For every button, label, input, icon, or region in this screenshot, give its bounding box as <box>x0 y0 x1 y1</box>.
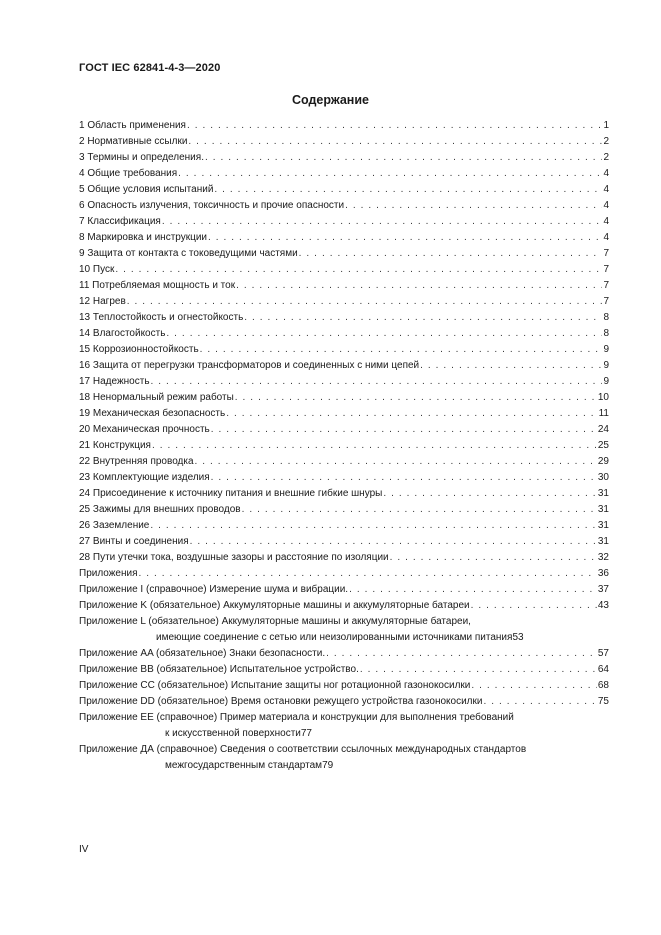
toc-leader-dots <box>150 518 597 534</box>
toc-leader-dots <box>211 470 597 486</box>
toc-entry[interactable] <box>79 566 609 582</box>
toc-leader-dots <box>326 646 597 662</box>
toc-entry-text: Приложение DD (обязательное) Время остановки режущего устройства газонокосилки <box>79 696 483 707</box>
toc-entry-text: 22 Внутренняя проводка <box>79 456 194 467</box>
toc-entry[interactable] <box>79 278 609 294</box>
toc-entry-text: 24 Присоединение к источнику питания и внешние гибкие шнуры <box>79 488 383 499</box>
table-of-contents <box>79 118 609 774</box>
toc-page-number: 37 <box>597 584 609 595</box>
toc-leader-dots <box>345 198 602 214</box>
toc-leader-dots <box>205 150 602 166</box>
page-title: Содержание <box>291 93 369 107</box>
toc-leader-dots <box>115 262 602 278</box>
toc-page-number: 8 <box>603 312 609 323</box>
toc-leader-dots <box>349 582 597 598</box>
toc-entry[interactable] <box>79 374 609 390</box>
toc-page-number: 4 <box>603 232 609 243</box>
toc-page-number: 7 <box>603 296 609 307</box>
toc-leader-dots <box>214 182 602 198</box>
toc-leader-dots <box>208 230 602 246</box>
page-number-footer: IV <box>79 844 89 855</box>
toc-entry-text: 17 Надежность <box>79 376 150 387</box>
toc-page-number: 31 <box>597 520 609 531</box>
toc-leader-dots <box>483 694 596 710</box>
toc-entry-text: 2 Нормативные ссылки <box>79 136 188 147</box>
toc-page-number: 4 <box>603 168 609 179</box>
toc-entry[interactable] <box>79 502 609 518</box>
toc-entry[interactable] <box>79 422 609 438</box>
toc-entry-text: 21 Конструкция <box>79 440 151 451</box>
toc-leader-dots <box>162 214 603 230</box>
toc-page-number: 9 <box>603 376 609 387</box>
toc-entry-text: 10 Пуск <box>79 264 115 275</box>
toc-leader-dots <box>190 534 597 550</box>
toc-entry-text: 18 Ненормальный режим работы <box>79 392 234 403</box>
toc-entry[interactable] <box>79 534 609 550</box>
toc-page-number: 11 <box>598 408 609 419</box>
toc-leader-dots <box>200 342 603 358</box>
toc-page-number: 68 <box>597 680 609 691</box>
toc-leader-dots <box>236 278 602 294</box>
toc-leader-dots <box>471 678 596 694</box>
toc-entry[interactable] <box>79 198 609 214</box>
toc-entry-text: 5 Общие условия испытаний <box>79 184 214 195</box>
toc-entry[interactable] <box>79 550 609 566</box>
toc-entry[interactable] <box>79 326 609 342</box>
toc-entry[interactable] <box>79 598 609 614</box>
toc-page-number: 9 <box>603 344 609 355</box>
toc-entry-annex-l[interactable] <box>79 614 609 646</box>
toc-list <box>79 118 609 614</box>
toc-entry-text: 20 Механическая прочность <box>79 424 210 435</box>
document-header: ГОСТ IEC 62841-4-3—2020 <box>79 62 221 74</box>
toc-entry[interactable] <box>79 294 609 310</box>
toc-page-number: 79 <box>322 760 334 771</box>
toc-entry-text: 16 Защита от перегрузки трансформаторов и соединенных с ними цепей <box>79 360 420 371</box>
toc-leader-dots <box>211 422 597 438</box>
toc-page-number: 53 <box>512 632 524 643</box>
toc-entry-text: Приложение AA (обязательное) Знаки безопасности. <box>79 648 326 659</box>
toc-entry[interactable] <box>79 342 609 358</box>
toc-entry-text: 19 Механическая безопасность <box>79 408 226 419</box>
toc-entry-text: Приложение BB (обязательное) Испытательное устройство. <box>79 664 359 675</box>
toc-leader-dots <box>242 502 597 518</box>
toc-entry[interactable] <box>79 486 609 502</box>
toc-entry[interactable] <box>79 230 609 246</box>
toc-page-number: 75 <box>597 696 609 707</box>
toc-leader-dots <box>226 406 597 422</box>
toc-page-number: 1 <box>603 120 609 131</box>
toc-entry[interactable] <box>79 134 609 150</box>
toc-entry[interactable] <box>79 358 609 374</box>
toc-entry-text: 4 Общие требования <box>79 168 178 179</box>
toc-page-number: 4 <box>603 200 609 211</box>
toc-entry[interactable] <box>79 390 609 406</box>
toc-page-number: 2 <box>603 136 609 147</box>
toc-leader-dots <box>471 598 597 614</box>
toc-page-number: 29 <box>597 456 609 467</box>
toc-leader-dots <box>390 550 597 566</box>
toc-leader-dots <box>299 246 603 262</box>
toc-entry[interactable] <box>79 262 609 278</box>
toc-list-2 <box>79 646 609 710</box>
toc-entry-text: Приложение K (обязательное) Аккумуляторные машины и аккумуляторные батареи <box>79 600 470 611</box>
toc-entry[interactable] <box>79 454 609 470</box>
toc-leader-dots <box>151 374 603 390</box>
toc-leader-dots <box>139 566 597 582</box>
toc-entry-text-continued: к искусственной поверхности <box>165 728 301 739</box>
toc-leader-dots <box>383 486 597 502</box>
toc-entry[interactable] <box>79 694 609 710</box>
toc-entry-text: 15 Коррозионностойкость <box>79 344 199 355</box>
toc-entry-text: 12 Нагрев <box>79 296 126 307</box>
toc-entry[interactable] <box>79 406 609 422</box>
toc-entry-text: Приложение EE (справочное) Пример материала и конструкции для выполнения требований <box>79 712 514 723</box>
toc-entry[interactable] <box>79 646 609 662</box>
toc-page-number: 77 <box>300 728 312 739</box>
toc-entry-text: Приложения <box>79 568 138 579</box>
toc-entry[interactable] <box>79 182 609 198</box>
toc-page-number: 36 <box>597 568 609 579</box>
toc-entry[interactable] <box>79 518 609 534</box>
toc-entry-text: 28 Пути утечки тока, воздушные зазоры и расстояние по изоляции <box>79 552 389 563</box>
toc-page-number: 9 <box>603 360 609 371</box>
toc-entry[interactable] <box>79 310 609 326</box>
toc-page-number: 7 <box>603 280 609 291</box>
toc-entry-text-continued: имеющие соединение с сетью или неизолированными источниками питания <box>156 632 513 643</box>
toc-entry[interactable] <box>79 470 609 486</box>
toc-entry-text: 8 Маркировка и инструкции <box>79 232 208 243</box>
toc-entry-text: Приложение I (справочное) Измерение шума и вибрации. <box>79 584 349 595</box>
toc-page-number: 57 <box>597 648 609 659</box>
toc-leader-dots <box>195 454 597 470</box>
toc-entry-text: 11 Потребляемая мощность и ток <box>79 280 236 291</box>
toc-page-number: 7 <box>603 264 609 275</box>
toc-entry-text: Приложение CC (обязательное) Испытание защиты ног ротационной газонокосилки <box>79 680 471 691</box>
toc-leader-dots <box>244 310 602 326</box>
toc-entry[interactable] <box>79 582 609 598</box>
toc-entry-text: 3 Термины и определения. <box>79 152 204 163</box>
toc-leader-dots <box>152 438 597 454</box>
toc-entry-text: Приложение ДА (справочное) Сведения о соответствии ссылочных международных стандартов <box>79 744 527 755</box>
toc-entry-annex-da[interactable] <box>79 742 609 774</box>
toc-entry-text: 26 Заземление <box>79 520 150 531</box>
toc-page-number: 7 <box>603 248 609 259</box>
toc-leader-dots <box>420 358 602 374</box>
toc-leader-dots <box>166 326 602 342</box>
toc-entry-text: 6 Опасность излучения, токсичность и прочие опасности <box>79 200 345 211</box>
toc-leader-dots <box>127 294 603 310</box>
toc-entry[interactable] <box>79 118 609 134</box>
toc-leader-dots <box>188 134 602 150</box>
toc-leader-dots <box>178 166 602 182</box>
toc-leader-dots <box>235 390 597 406</box>
toc-page-number: 4 <box>603 216 609 227</box>
toc-entry-text: 25 Зажимы для внешних проводов <box>79 504 241 515</box>
toc-entry[interactable] <box>79 150 609 166</box>
toc-leader-dots <box>187 118 602 134</box>
toc-entry-text: 1 Область применения <box>79 120 186 131</box>
toc-entry-text-continued: межгосударственным стандартам <box>165 760 323 771</box>
toc-page-number: 32 <box>597 552 609 563</box>
toc-page-number: 4 <box>603 184 609 195</box>
toc-entry-annex-ee[interactable] <box>79 710 609 742</box>
toc-entry-text: 23 Комплектующие изделия <box>79 472 210 483</box>
toc-entry-text: 7 Классификация <box>79 216 161 227</box>
toc-entry-text: Приложение L (обязательное) Аккумуляторные машины и аккумуляторные батареи, <box>79 616 471 627</box>
toc-entry-text: 14 Влагостойкость <box>79 328 166 339</box>
toc-page-number: 10 <box>597 392 609 403</box>
toc-entry[interactable] <box>79 166 609 182</box>
toc-entry[interactable] <box>79 246 609 262</box>
toc-page-number: 25 <box>597 440 609 451</box>
toc-page-number: 31 <box>597 536 609 547</box>
toc-page-number: 31 <box>597 504 609 515</box>
toc-page-number: 43 <box>597 600 609 611</box>
toc-entry[interactable] <box>79 438 609 454</box>
toc-page-number: 64 <box>597 664 609 675</box>
toc-entry-text: 9 Защита от контакта с токоведущими частями <box>79 248 298 259</box>
toc-page-number: 8 <box>603 328 609 339</box>
toc-leader-dots <box>360 662 597 678</box>
toc-entry[interactable] <box>79 678 609 694</box>
toc-entry[interactable] <box>79 214 609 230</box>
toc-page-number: 2 <box>603 152 609 163</box>
toc-page-number: 24 <box>597 424 609 435</box>
toc-entry-text: 27 Винты и соединения <box>79 536 189 547</box>
toc-page-number: 31 <box>597 488 609 499</box>
toc-entry[interactable] <box>79 662 609 678</box>
toc-page-number: 30 <box>597 472 609 483</box>
toc-entry-text: 13 Теплостойкость и огнестойкость <box>79 312 244 323</box>
